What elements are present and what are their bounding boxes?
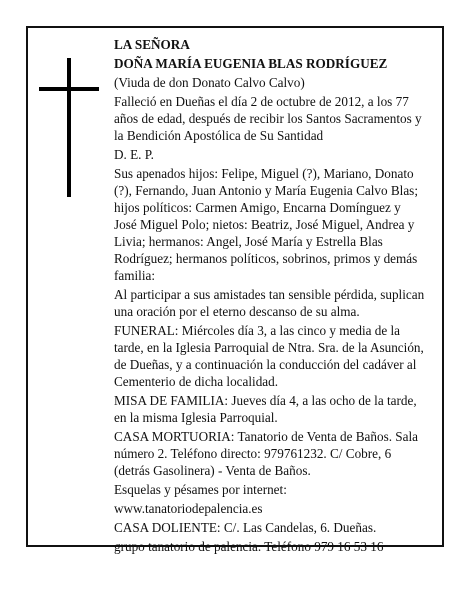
online-condolences-label: Esquelas y pésames por internet: — [114, 482, 287, 497]
family-mass-info: MISA DE FAMILIA: Jueves día 4, a las ocho de la tarde, en la misma Iglesia Parroquial. — [114, 393, 417, 425]
prayer-request: Al participar a sus amistades tan sensible pérdida, suplican una oración por el eterno descanso de su alma. — [114, 287, 425, 319]
dep-line: D. E. P. — [114, 147, 154, 162]
death-details: Falleció en Dueñas el día 2 de octubre de 2012, a los 77 años de edad, después de recibir los Santos Sacramentos y la Bendición Apostólica de Su Santidad — [114, 94, 422, 143]
mourning-house-info: CASA DOLIENTE: C/. Las Candelas, 6. Dueñas. — [114, 520, 377, 535]
website-link: www.tanatoriodepalencia.es — [114, 501, 263, 516]
group-phone: grupo tanatorio de palencia. Teléfono 979 16 53 16 — [114, 539, 384, 554]
family-list: Sus apenados hijos: Felipe, Miguel (?), Mariano, Donato (?), Fernando, Juan Antonio y María Eugenia Calvo Blas; hijos políticos: Carmen Amigo, Encarna Domínguez y José Miguel Polo; nietos: Beatriz, José Miguel, Andrea y Livia; hermanos: Angel, José María y Estrella Blas Rodríguez; hermanos políticos, sobrinos, primos y demás familia: — [114, 166, 418, 283]
honorific: LA SEÑORA — [114, 37, 190, 52]
cross-icon-bar — [39, 87, 99, 91]
funeral-info: FUNERAL: Miércoles día 3, a las cinco y media de la tarde, en la Iglesia Parroquial de Ntra. Sra. de la Asunción, de Dueñas, y a continuación la conducción del cadáver al Cementerio de dicha localidad. — [114, 323, 424, 389]
funeral-home-info: CASA MORTUORIA: Tanatorio de Venta de Baños. Sala número 2. Teléfono directo: 979761232. C/ Cobre, 6 (detrás Gasolinera) - Venta de Baños. — [114, 429, 419, 478]
deceased-name: DOÑA MARÍA EUGENIA BLAS RODRÍGUEZ — [114, 56, 388, 71]
obituary-text — [114, 36, 426, 557]
widow-line: (Viuda de don Donato Calvo Calvo) — [114, 75, 305, 90]
cross-icon — [67, 58, 71, 197]
